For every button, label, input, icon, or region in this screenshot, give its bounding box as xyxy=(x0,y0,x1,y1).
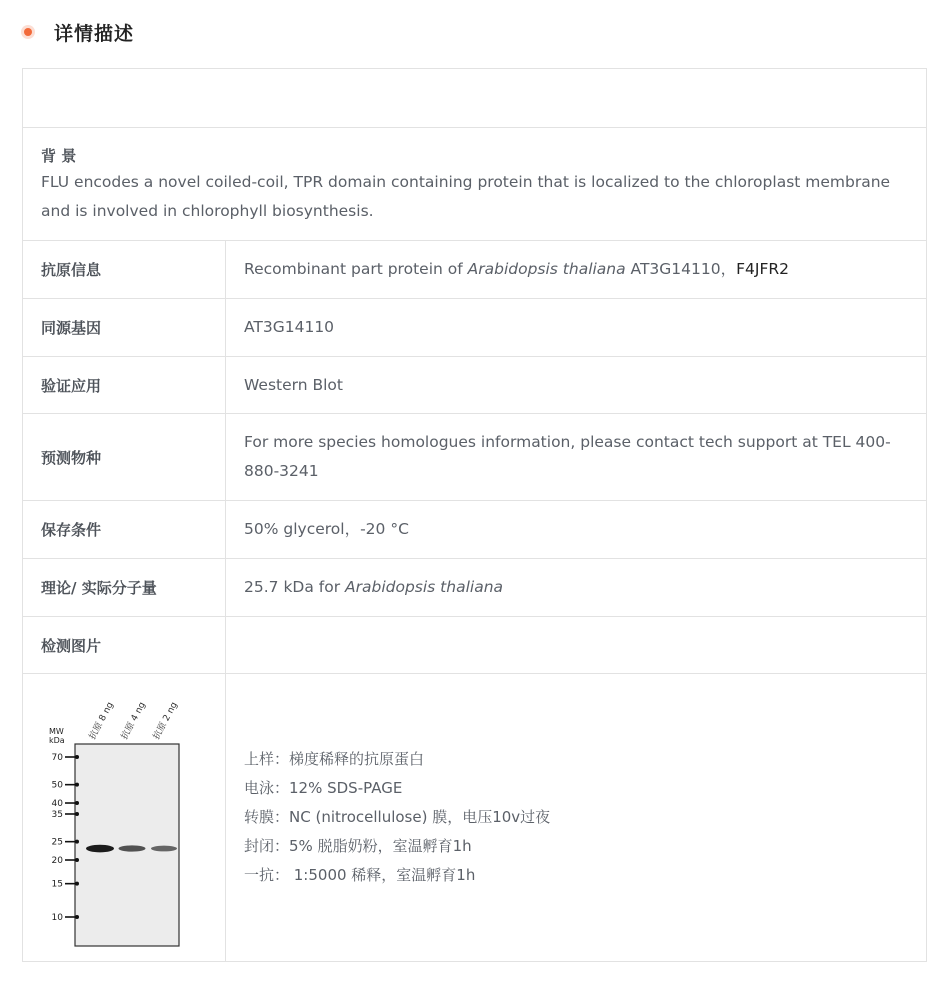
marker-dot-70 xyxy=(75,755,79,759)
mw-label: 理论/ 实际分子量 xyxy=(23,559,226,616)
marker-dot-20 xyxy=(75,858,79,862)
storage-label: 保存条件 xyxy=(23,501,226,558)
band-lane-2 xyxy=(119,845,146,851)
antigen-uniprot: F4JFR2 xyxy=(736,260,790,278)
mw-species: Arabidopsis thaliana xyxy=(345,578,504,596)
band-group xyxy=(86,845,177,853)
antigen-value xyxy=(226,241,926,298)
marker-label-20: 20 xyxy=(51,856,63,867)
blot-cell xyxy=(23,674,226,961)
empty-row xyxy=(23,69,926,127)
blot-row xyxy=(23,673,926,961)
application-label: 验证应用 xyxy=(23,357,226,413)
lane-label-1: 抗原 8 ng xyxy=(87,700,116,742)
storage-row xyxy=(23,500,926,558)
mw-value xyxy=(226,559,926,616)
storage-value: 50% glycerol，-20 °C xyxy=(244,520,409,538)
blot-membrane xyxy=(75,744,179,946)
marker-label-10: 10 xyxy=(51,913,63,923)
image-value xyxy=(226,617,926,673)
antigen-prefix: Recombinant part protein of xyxy=(244,260,468,278)
marker-dot-25 xyxy=(75,840,79,844)
section-header xyxy=(22,18,134,46)
marker-label-40: 40 xyxy=(51,799,63,810)
background-title: 背 景 xyxy=(41,147,77,165)
application-row xyxy=(23,356,926,413)
note-transfer: 转膜：NC (nitrocellulose) 膜，电压10v过夜 xyxy=(244,808,551,826)
background-row xyxy=(23,127,926,240)
marker-label-15: 15 xyxy=(51,879,63,890)
reactivity-label: 预测物种 xyxy=(23,414,226,500)
mw-row xyxy=(23,558,926,616)
lane-label-2: 抗原 4 ng xyxy=(119,700,148,742)
marker-dot-40 xyxy=(75,801,79,805)
note-blocking: 封闭：5% 脱脂奶粉，室温孵育1h xyxy=(244,837,472,855)
application-value: Western Blot xyxy=(244,375,343,394)
western-blot-image xyxy=(23,674,225,962)
reactivity-value: For more species homologues information, please contact tech support at TEL 400-880-3241 xyxy=(244,433,891,480)
image-label: 检测图片 xyxy=(23,617,226,673)
note-loading: 上样：梯度稀释的抗原蛋白 xyxy=(244,750,425,768)
antigen-label: 抗原信息 xyxy=(23,241,226,298)
method-notes xyxy=(226,674,926,961)
reactivity-row xyxy=(23,413,926,500)
note-electrophoresis: 电泳：12% SDS-PAGE xyxy=(244,779,403,797)
background-text: FLU encodes a novel coiled-coil, TPR domain containing protein that is localized to the chloroplast membrane and is involved in chlorophyll biosynthesis. xyxy=(41,173,891,220)
background-cell xyxy=(23,128,926,240)
marker-dot-15 xyxy=(75,882,79,886)
marker-label-35: 35 xyxy=(51,809,63,820)
bullet-dot-icon xyxy=(24,28,32,36)
homolog-label: 同源基因 xyxy=(23,299,226,356)
marker-label-70: 70 xyxy=(51,753,63,763)
lane-label-3: 抗原 2 ng xyxy=(151,700,180,742)
homolog-row xyxy=(23,298,926,356)
section-title: 详情描述 xyxy=(54,22,135,45)
marker-dot-50 xyxy=(75,783,79,787)
marker-dot-10 xyxy=(75,915,79,919)
detail-table xyxy=(22,68,927,962)
antigen-gene: AT3G14110， xyxy=(625,260,737,278)
marker-label-50: 50 xyxy=(51,780,63,791)
antigen-species: Arabidopsis thaliana xyxy=(467,260,626,278)
marker-dot-35 xyxy=(75,812,79,816)
note-primary-antibody: 一抗： 1:5000 稀释，室温孵育1h xyxy=(244,866,476,884)
band-lane-3 xyxy=(151,846,177,852)
image-row xyxy=(23,616,926,673)
marker-label-25: 25 xyxy=(51,837,63,848)
band-lane-1 xyxy=(86,845,114,853)
homolog-value: AT3G14110 xyxy=(244,318,335,336)
mw-prefix: 25.7 kDa for xyxy=(244,578,346,596)
blot-mw-label: MW xyxy=(49,727,64,736)
blot-unit-label: kDa xyxy=(49,736,65,745)
lane-group xyxy=(86,700,180,742)
antigen-row xyxy=(23,240,926,298)
